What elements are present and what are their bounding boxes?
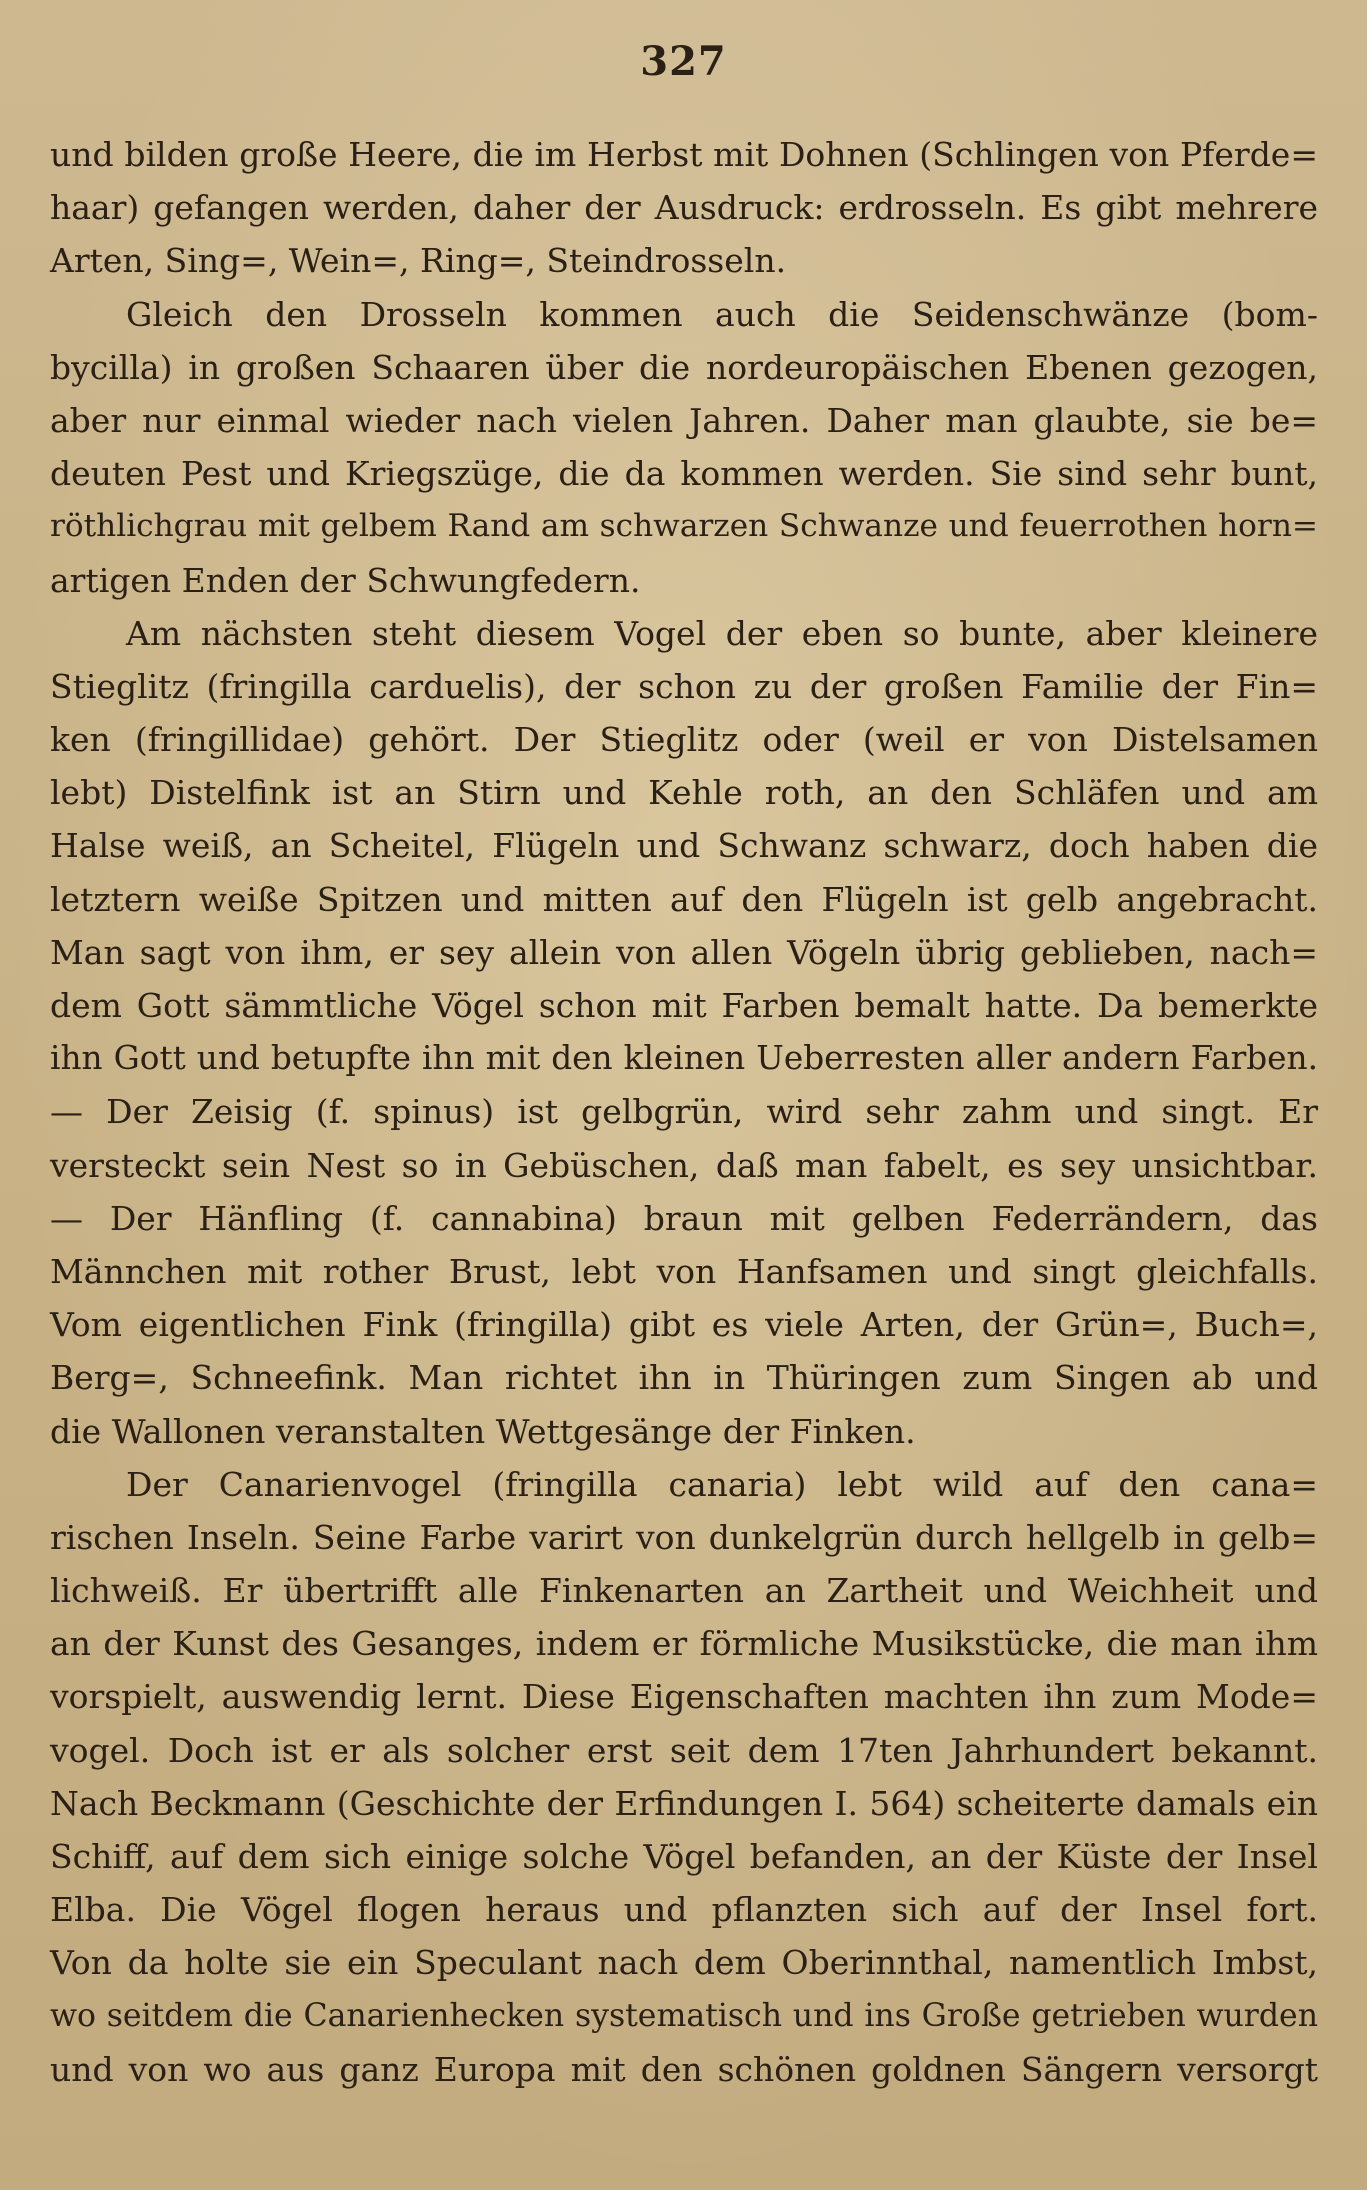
text-line: Der Canarienvogel (fringilla canaria) lebt wild auf den cana=: [126, 1464, 1318, 1504]
text-line: Berg=, Schneefink. Man richtet ihn in Thüringen zum Singen ab und: [50, 1358, 1318, 1398]
text-line: Am nächsten steht diesem Vogel der eben so bunte, aber kleinere: [126, 613, 1318, 653]
text-line: Stieglitz (fringilla carduelis), der schon zu der großen Familie der Fin=: [50, 666, 1318, 706]
text-line: die Wallonen veranstalten Wettgesänge der Finken.: [50, 1411, 916, 1451]
text-line: vogel. Doch ist er als solcher erst seit dem 17ten Jahrhundert bekannt.: [50, 1730, 1318, 1770]
text-line: lichweiß. Er übertrifft alle Finkenarten an Zartheit und Weichheit und: [50, 1571, 1318, 1611]
text-line: und bilden große Heere, die im Herbst mit Dohnen (Schlingen von Pferde=: [50, 135, 1318, 174]
text-line: Halse weiß, an Scheitel, Flügeln und Schwanz schwarz, doch haben die: [50, 826, 1318, 866]
text-line: röthlichgrau mit gelbem Rand am schwarzen Schwanze und feuerrothen horn=: [50, 508, 1318, 545]
text-line: versteckt sein Nest so in Gebüschen, daß man fabelt, es sey unsichtbar.: [50, 1145, 1318, 1185]
text-line: wo seitdem die Canarienhecken systematisch und ins Große getrieben wurden: [50, 1997, 1318, 2034]
text-line: an der Kunst des Gesanges, indem er förmliche Musikstücke, die man ihm: [50, 1624, 1318, 1664]
text-line: Männchen mit rother Brust, lebt von Hanfsamen und singt gleichfalls.: [50, 1251, 1318, 1291]
text-line: letztern weiße Spitzen und mitten auf den Flügeln ist gelb angebracht.: [50, 879, 1318, 919]
text-line: haar) gefangen werden, daher der Ausdruck: erdrosseln. Es gibt mehrere: [50, 188, 1318, 228]
text-line: — Der Hänfling (f. cannabina) braun mit gelben Federrändern, das: [50, 1198, 1318, 1238]
body-text: [50, 128, 1318, 2096]
text-line: rischen Inseln. Seine Farbe varirt von dunkelgrün durch hellgelb in gelb=: [50, 1517, 1318, 1557]
text-line: Von da holte sie ein Speculant nach dem Oberinnthal, namentlich Imbst,: [50, 1943, 1318, 1983]
text-line: Elba. Die Vögel flogen heraus und pflanzten sich auf der Insel fort.: [50, 1890, 1318, 1930]
text-line: ihn Gott und betupfte ihn mit den kleinen Ueberresten aller andern Farben.: [50, 1039, 1318, 1078]
text-line: Schiff, auf dem sich einige solche Vögel befanden, an der Küste der Insel: [50, 1837, 1318, 1876]
text-line: ken (fringillidae) gehört. Der Stieglitz oder (weil er von Distelsamen: [50, 720, 1318, 760]
text-line: Man sagt von ihm, er sey allein von allen Vögeln übrig geblieben, nach=: [50, 932, 1318, 972]
text-line: lebt) Distelfink ist an Stirn und Kehle roth, an den Schläfen und am: [50, 773, 1318, 813]
text-line: aber nur einmal wieder nach vielen Jahren. Daher man glaubte, sie be=: [50, 400, 1318, 440]
text-line: — Der Zeisig (f. spinus) ist gelbgrün, wird sehr zahm und singt. Er: [50, 1092, 1318, 1132]
text-line: dem Gott sämmtliche Vögel schon mit Farben bemalt hatte. Da bemerkte: [50, 986, 1318, 1025]
text-line: und von wo aus ganz Europa mit den schönen goldnen Sängern versorgt: [50, 2049, 1318, 2089]
text-line: artigen Enden der Schwungfedern.: [50, 560, 641, 600]
page-number: 327: [640, 38, 727, 85]
text-line: deuten Pest und Kriegszüge, die da kommen werden. Sie sind sehr bunt,: [50, 454, 1318, 494]
text-line: Vom eigentlichen Fink (fringilla) gibt es viele Arten, der Grün=, Buch=,: [50, 1305, 1318, 1345]
text-line: Arten, Sing=, Wein=, Ring=, Steindrosseln.: [50, 241, 787, 281]
text-line: Gleich den Drosseln kommen auch die Seidenschwänze (bom-: [126, 294, 1318, 334]
text-line: bycilla) in großen Schaaren über die nordeuropäischen Ebenen gezogen,: [50, 347, 1318, 387]
text-line: Nach Beckmann (Geschichte der Erfindungen I. 564) scheiterte damals ein: [50, 1783, 1318, 1823]
text-line: vorspielt, auswendig lernt. Diese Eigenschaften machten ihn zum Mode=: [50, 1677, 1318, 1717]
